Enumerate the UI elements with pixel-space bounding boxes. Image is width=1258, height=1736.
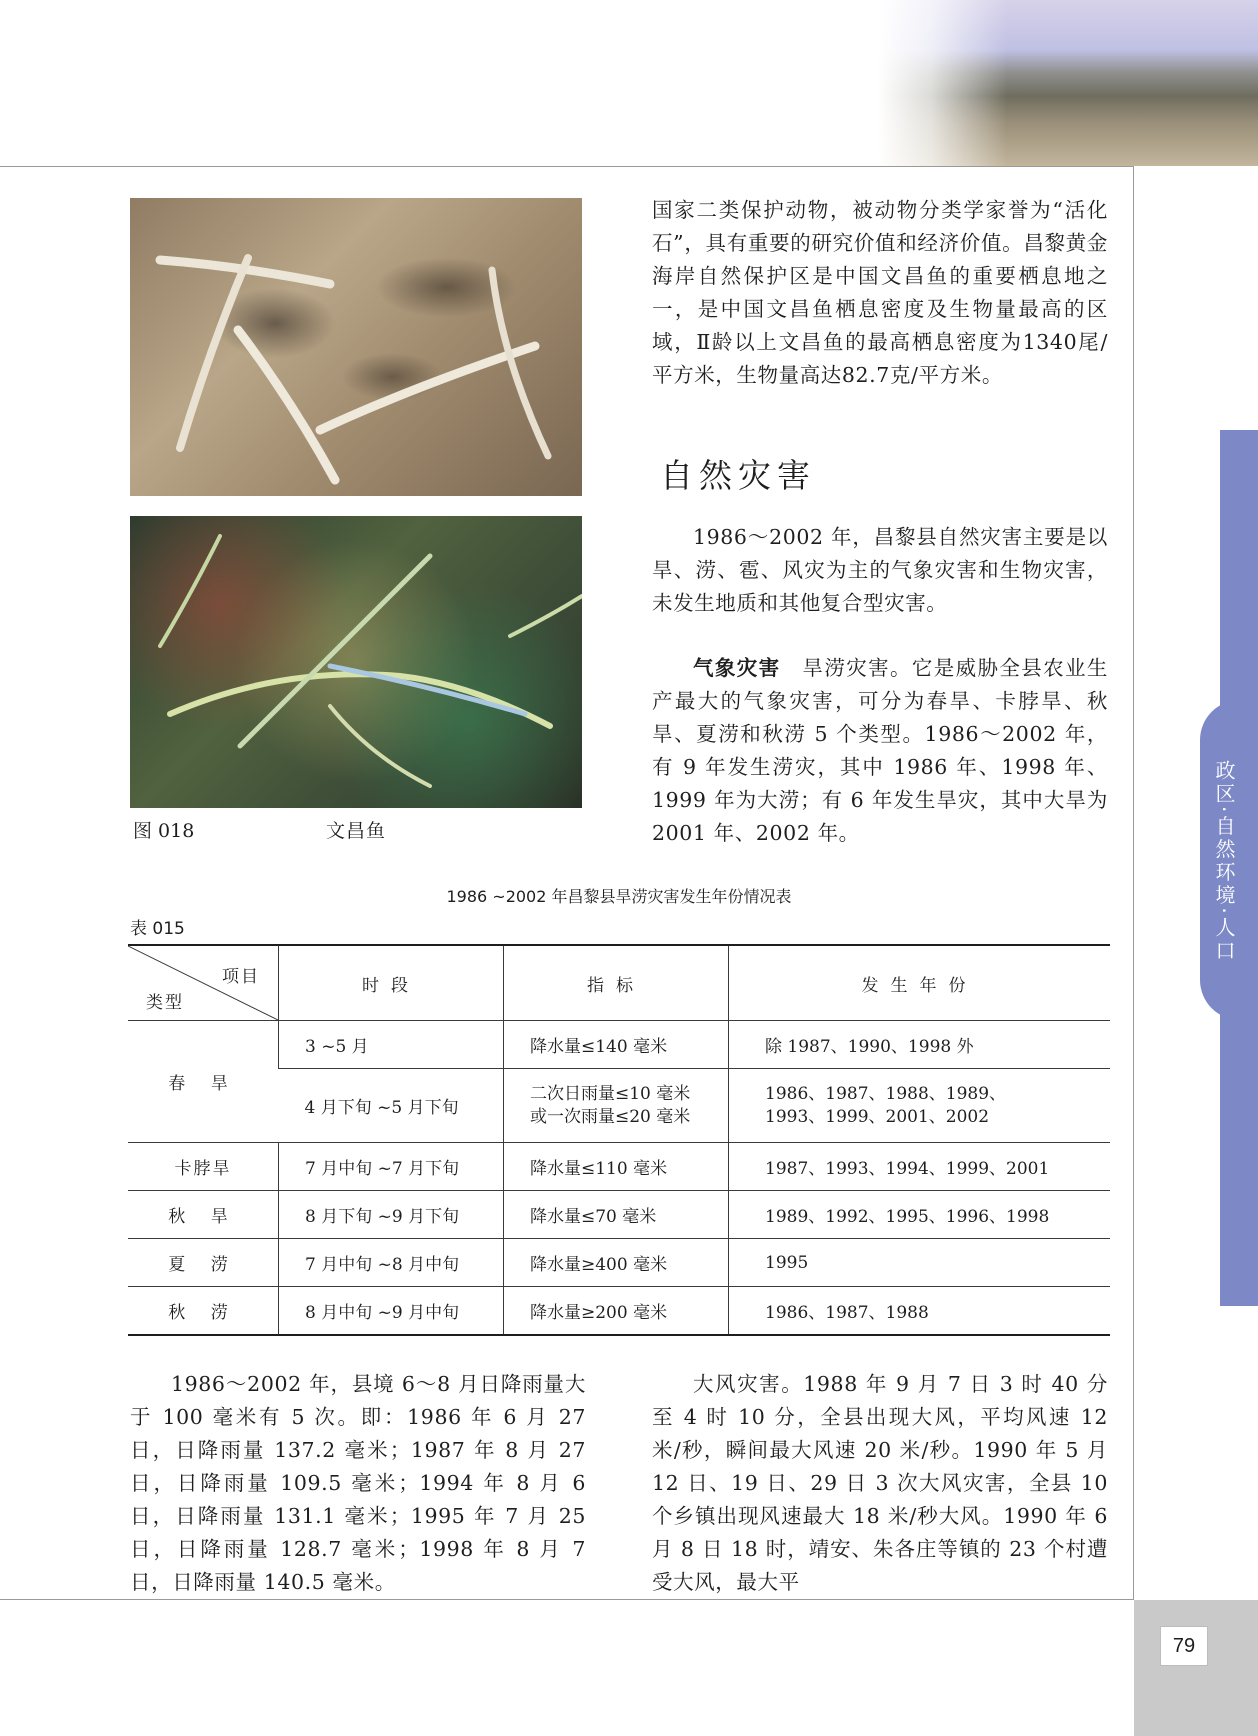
row-years: 1986、1987、1988	[729, 1287, 1111, 1336]
table-row	[128, 1021, 1110, 1069]
table-row	[128, 1143, 1110, 1191]
table-title: 1986 ~2002 年昌黎县旱涝灾害发生年份情况表	[446, 887, 792, 906]
footer-rule	[0, 1599, 1134, 1600]
table-row	[128, 1239, 1110, 1287]
row-indicator: 降水量≥400 毫米	[504, 1239, 729, 1287]
figure-label: 图 018	[133, 820, 195, 842]
row-indicator: 降水量≤70 毫米	[504, 1191, 729, 1239]
table-row	[128, 1191, 1110, 1239]
header-indicator: 指标	[504, 945, 729, 1021]
row-type: 春 旱	[128, 1021, 279, 1143]
wind-paragraph: 大风灾害。1988 年 9 月 7 日 3 时 40 分至 4 时 10 分，全县出现大风，平均风速 12 米/秒，瞬间最大风速 20 米/秒。1990 年 5 月 12 日、19 日、29 日 3 次大风灾害，全县 10 个乡镇出现风速最大 18 米/秒大风。1990 年 6 月 8 日 18 时，靖安、朱各庄等镇的 23 个村遭受大风，最大平	[652, 1372, 1108, 1594]
chapter-side-tab-label: 政区·自然环境·人口	[1212, 760, 1236, 963]
corner-item-label: 项目	[222, 967, 260, 987]
weather-body-text: 旱涝灾害。它是威胁全县农业生产最大的气象灾害，可分为春旱、卡脖旱、秋旱、夏涝和秋涝 5 个类型。1986～2002 年，有 9 年发生涝灾，其中 1986 年、1998 年、1999 年为大涝；有 6 年发生旱灾，其中大旱为 2001 年、2002 年。	[652, 656, 1109, 845]
row-indicator: 降水量≤140 毫米	[504, 1021, 729, 1069]
footer-gutter	[1134, 1600, 1258, 1736]
table-number: 表 015	[130, 919, 185, 939]
lancelet-photo-sand	[130, 198, 582, 496]
corner-type-label: 类型	[146, 993, 184, 1013]
row-period: 3 ~5 月	[279, 1021, 504, 1069]
weather-runin-heading: 气象灾害	[693, 656, 781, 680]
indicator-line: 二次日雨量≤10 毫米	[530, 1083, 691, 1104]
drought-flood-table	[128, 944, 1110, 1336]
overview-paragraph: 1986～2002 年，昌黎县自然灾害主要是以旱、涝、雹、风灾为主的气象灾害和生物灾害，未发生地质和其他复合型灾害。	[652, 525, 1108, 615]
table-header-row	[128, 945, 1110, 1021]
years-line: 1986、1987、1988、1989、	[765, 1083, 1007, 1104]
header-period: 时段	[279, 945, 504, 1021]
row-period: 4 月下旬 ~5 月下旬	[279, 1069, 504, 1143]
figure-caption: 文昌鱼	[326, 820, 387, 842]
row-period: 8 月下旬 ~9 月下旬	[279, 1191, 504, 1239]
row-period: 7 月中旬 ~7 月下旬	[279, 1143, 504, 1191]
header-years: 发生年份	[729, 945, 1111, 1021]
indicator-line: 或一次雨量≤20 毫米	[530, 1106, 691, 1127]
header-rule	[0, 166, 1134, 167]
row-type: 卡脖旱	[128, 1143, 279, 1191]
row-years: 1987、1993、1994、1999、2001	[729, 1143, 1111, 1191]
row-type: 秋 旱	[128, 1191, 279, 1239]
header-landscape-photo	[878, 0, 1258, 166]
row-years	[729, 1069, 1111, 1143]
lancelet-photo-gravel	[130, 516, 582, 808]
row-period: 8 月中旬 ~9 月中旬	[279, 1287, 504, 1336]
row-indicator: 降水量≤110 毫米	[504, 1143, 729, 1191]
page-number: 79	[1160, 1626, 1208, 1666]
row-type: 秋 涝	[128, 1287, 279, 1336]
row-indicator	[504, 1069, 729, 1143]
table-row	[128, 1287, 1110, 1336]
corner-header-cell	[128, 945, 279, 1021]
intro-paragraph: 国家二类保护动物，被动物分类学家誉为“活化石”，具有重要的研究价值和经济价值。昌黎黄金海岸自然保护区是中国文昌鱼的重要栖息地之一，是中国文昌鱼栖息密度及生物量最高的区域，Ⅱ龄以上文昌鱼的最高栖息密度为1340尾/平方米，生物量高达82.7克/平方米。	[652, 198, 1108, 387]
row-type: 夏 涝	[128, 1239, 279, 1287]
row-years: 除 1987、1990、1998 外	[729, 1021, 1111, 1069]
row-period: 7 月中旬 ~8 月中旬	[279, 1239, 504, 1287]
years-line: 1993、1999、2001、2002	[765, 1106, 990, 1127]
row-indicator: 降水量≥200 毫米	[504, 1287, 729, 1336]
weather-paragraph	[652, 652, 1108, 850]
row-years: 1995	[729, 1239, 1111, 1287]
section-title: 自然灾害	[660, 456, 816, 495]
rainfall-paragraph: 1986～2002 年，县境 6～8 月日降雨量大于 100 毫米有 5 次。即：1986 年 6 月 27 日，日降雨量 137.2 毫米；1987 年 8 月 27 日，日降雨量 109.5 毫米；1994 年 8 月 6 日，日降雨量 131.1 毫米；1995 年 7 月 25 日，日降雨量 128.7 毫米；1998 年 8 月 7 日，日降雨量 140.5 毫米。	[130, 1372, 586, 1594]
row-years: 1989、1992、1995、1996、1998	[729, 1191, 1111, 1239]
frame-rule	[1133, 166, 1134, 1600]
